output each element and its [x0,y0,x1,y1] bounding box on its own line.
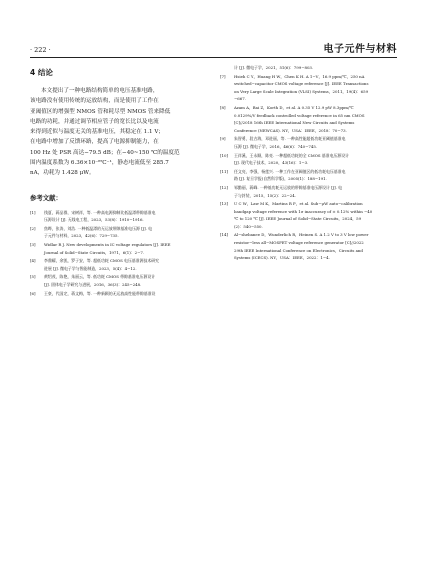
paragraph-line: 亚阈值区的增强型 NMOS 管和耗尽型 NMOS 管来降低 [30,108,171,115]
reference-line: U C W，Law M K，Martins R P，et al. Sub−μW auto−calibration [234,201,363,207]
reference-line: −667. [234,96,246,102]
paragraph-line: 电路的功耗，并通过调节相应管子的宽长比以及电流 [30,118,159,125]
reference-item [220,73,400,103]
reference-line: 任文亮，李强，杨莲兴. 一种工作在亚阈值区的低功耗电压基准电 [234,168,346,174]
reference-text [234,64,400,72]
reference-line: Hsieh C Y，Huang H W，Chen K H. A 1−V，16.9 ppm/℃，250 nA [234,73,365,79]
reference-item [220,64,400,72]
reference-line: 王豪，代国定，蒋文梅，等. 一种新颖的无运放高性能带隙基准设 [44,290,156,296]
reference-line: [C]//2018 16th IEEE International New Circuits and Systems [234,120,355,126]
reference-text [234,184,400,199]
reference-line: 钱夏，蒋品群，宋树祥，等. 一种高电源抑制比低温漂带隙基准电 [44,209,156,215]
reference-text [44,273,210,288]
reference-number: [9] [220,136,226,142]
reference-item [30,225,210,240]
reference-text [44,225,210,240]
reference-item [220,231,400,261]
reference-line: ℃ to 120 ℃ [J]. IEEE Journal of Solid−State Circuits，2024，59 [234,216,362,222]
reference-line: 29th IEEE International Conference on Electronics，Circuits and [234,247,363,253]
reference-line: 压源 [J]. 微电子学，2016，46(6)：740−745. [234,143,318,149]
reference-item [220,184,400,199]
reference-line: 子元件与材料，2023，42(6)：729−735. [44,233,119,239]
reference-number: [8] [220,104,226,110]
reference-line: 朱智勇，段吉海，邓进丽，等. 一种高性能超低功耗亚阈值基准电 [234,136,346,142]
reference-item [220,135,400,150]
reference-item [30,209,210,224]
reference-item [30,257,210,272]
references-list-right [220,64,400,262]
reference-number: [2] [30,225,36,231]
reference-line: Conference (NEWCAS). NY，USA：IEEE，2018：70−73. [234,127,347,133]
reference-number: [11] [220,168,228,174]
reference-text [234,73,400,103]
reference-number: [14] [220,232,228,238]
reference-text [234,135,400,150]
references-title: 参考文献： [30,193,62,202]
reference-item [220,168,400,183]
reference-number: [12] [220,184,228,190]
reference-item [220,200,400,230]
reference-number: [4] [30,258,36,264]
page-number: · 222 · [30,46,51,54]
page-header [30,40,397,58]
reference-text [234,168,400,183]
paragraph-line: 100 Hz 处 PSR 高达−79.5 dB；在−40~150 ℃的温度范 [30,149,180,156]
reference-line: 路 [J]. 复旦学报(自然科学版)，2005(1)：188−191. [234,176,327,182]
reference-line: 计 [J]. 微电子学，2021，51(6)：799−803. [234,65,314,70]
reference-text [44,257,210,272]
reference-line: (2)：540−550. [234,223,263,229]
reference-line: 压源设计 [J]. 无线电工程，2023，53(8)：1910−1916. [44,217,144,223]
reference-item [220,152,400,167]
reference-text [234,104,400,134]
reference-text [44,241,210,256]
reference-line: Journal of Solid−State Circuits，1971，6(1)：2−7. [44,249,145,255]
paragraph-line: 在电路中增加了反馈环路，提高了电源抑制能力，在 [30,139,159,146]
reference-item [220,104,400,134]
reference-text [234,200,400,230]
conclusion-paragraph [30,86,210,179]
right-column [220,64,400,263]
reference-line: bandgap voltage reference with 1σ inaccuracy of ± 0.12% within −40 [234,208,373,214]
reference-line: 王祥溪，王永顺，陈亮. 一种超低功耗的全 CMOS 基准电压源设计 [234,152,350,158]
reference-number: [6] [30,290,36,296]
left-column [30,64,210,298]
reference-line: [J]. 现代电子技术，2020，43(16)：1−3. [234,160,309,166]
reference-number: [13] [220,201,228,207]
reference-line: switched−capacitor CMOS voltage reference [J]. IEEE Transactions [234,81,369,87]
reference-line: 李鼎耀，余凯，罗子安，等. 超低功耗 CMOS 电压基准源技术研究 [44,258,160,264]
reference-text [234,152,400,167]
paragraph-line: 该电路没有使用传统的运放结构，而是使用了工作在 [30,98,159,105]
paragraph-line: nA，功耗为 1.428 μW。 [30,170,95,177]
header-rule [30,57,397,58]
reference-line: 进展 [J]. 微电子学与智能制造，2023，5(4)：4−12. [44,265,137,271]
reference-item [30,273,210,288]
paragraph-line: 来得到近似与温度无关的基准电压，其稳定在 1.1 V； [30,129,164,136]
reference-line: 0.0129%/V feedback controlled voltage reference in 65 nm CMOS [234,112,365,118]
reference-line: 黄绍茂，陈艳，朱丽云，等. 低功耗 CMOS 带隙基准电压源设计 [44,274,156,280]
reference-text [234,231,400,261]
reference-line: 焦晔，张涛，刘浩. 一种低温漂的无运放带隙基准电压源 [J]. 电 [44,225,153,231]
reference-item [30,290,210,298]
reference-line: Azam A，Bai Z，Korth D，et al. A 0.35 V 12.9 pW 8.3ppm/℃ [234,104,354,110]
reference-line: Widlar R J. New developments in IC voltage regulators [J]. IEEE [44,242,171,248]
paragraph-line: 围内温度系数为 6.36×10⁻⁶℃⁻¹，静态电流低至 285.7 [30,160,169,167]
reference-line: Al−shebanee D，Wunderlich R，Heinen S. A 1.2 V to 3 V low power [234,232,369,238]
section-title: 4 结论 [30,68,53,77]
reference-line: 子与封装，2015，15(2)：22−24. [234,192,296,198]
reference-line: Systems (ICECS). NY，USA：IEEE，2022：1−4. [234,255,330,261]
reference-line: [J]. 固体电子学研究与进展，2016，36(3)：245−248. [44,282,142,288]
reference-number: [3] [30,242,36,248]
references-list-left [30,209,210,298]
reference-number [220,64,234,72]
reference-number: [7] [220,73,226,79]
reference-text [44,209,210,224]
reference-line: on Very Large Scale Integration (VLSI) Systems，2011，19(4)：659 [234,88,369,94]
reference-number: [1] [30,209,36,215]
reference-number: [10] [220,152,228,158]
reference-line: 邹勤丽，蒋峰. 一种低功耗无运放的带隙基准电压源设计 [J]. 电 [234,184,343,190]
reference-text [44,290,210,298]
paragraph-line: 本文提出了一种电路结构简单的电压基准电路， [41,88,159,94]
reference-item [30,241,210,256]
reference-number: [5] [30,274,36,280]
reference-line: resistor−less all−MOSFET voltage reference generator [C]//2022 [234,240,364,246]
journal-title: 电子元件与材料 [323,44,397,55]
